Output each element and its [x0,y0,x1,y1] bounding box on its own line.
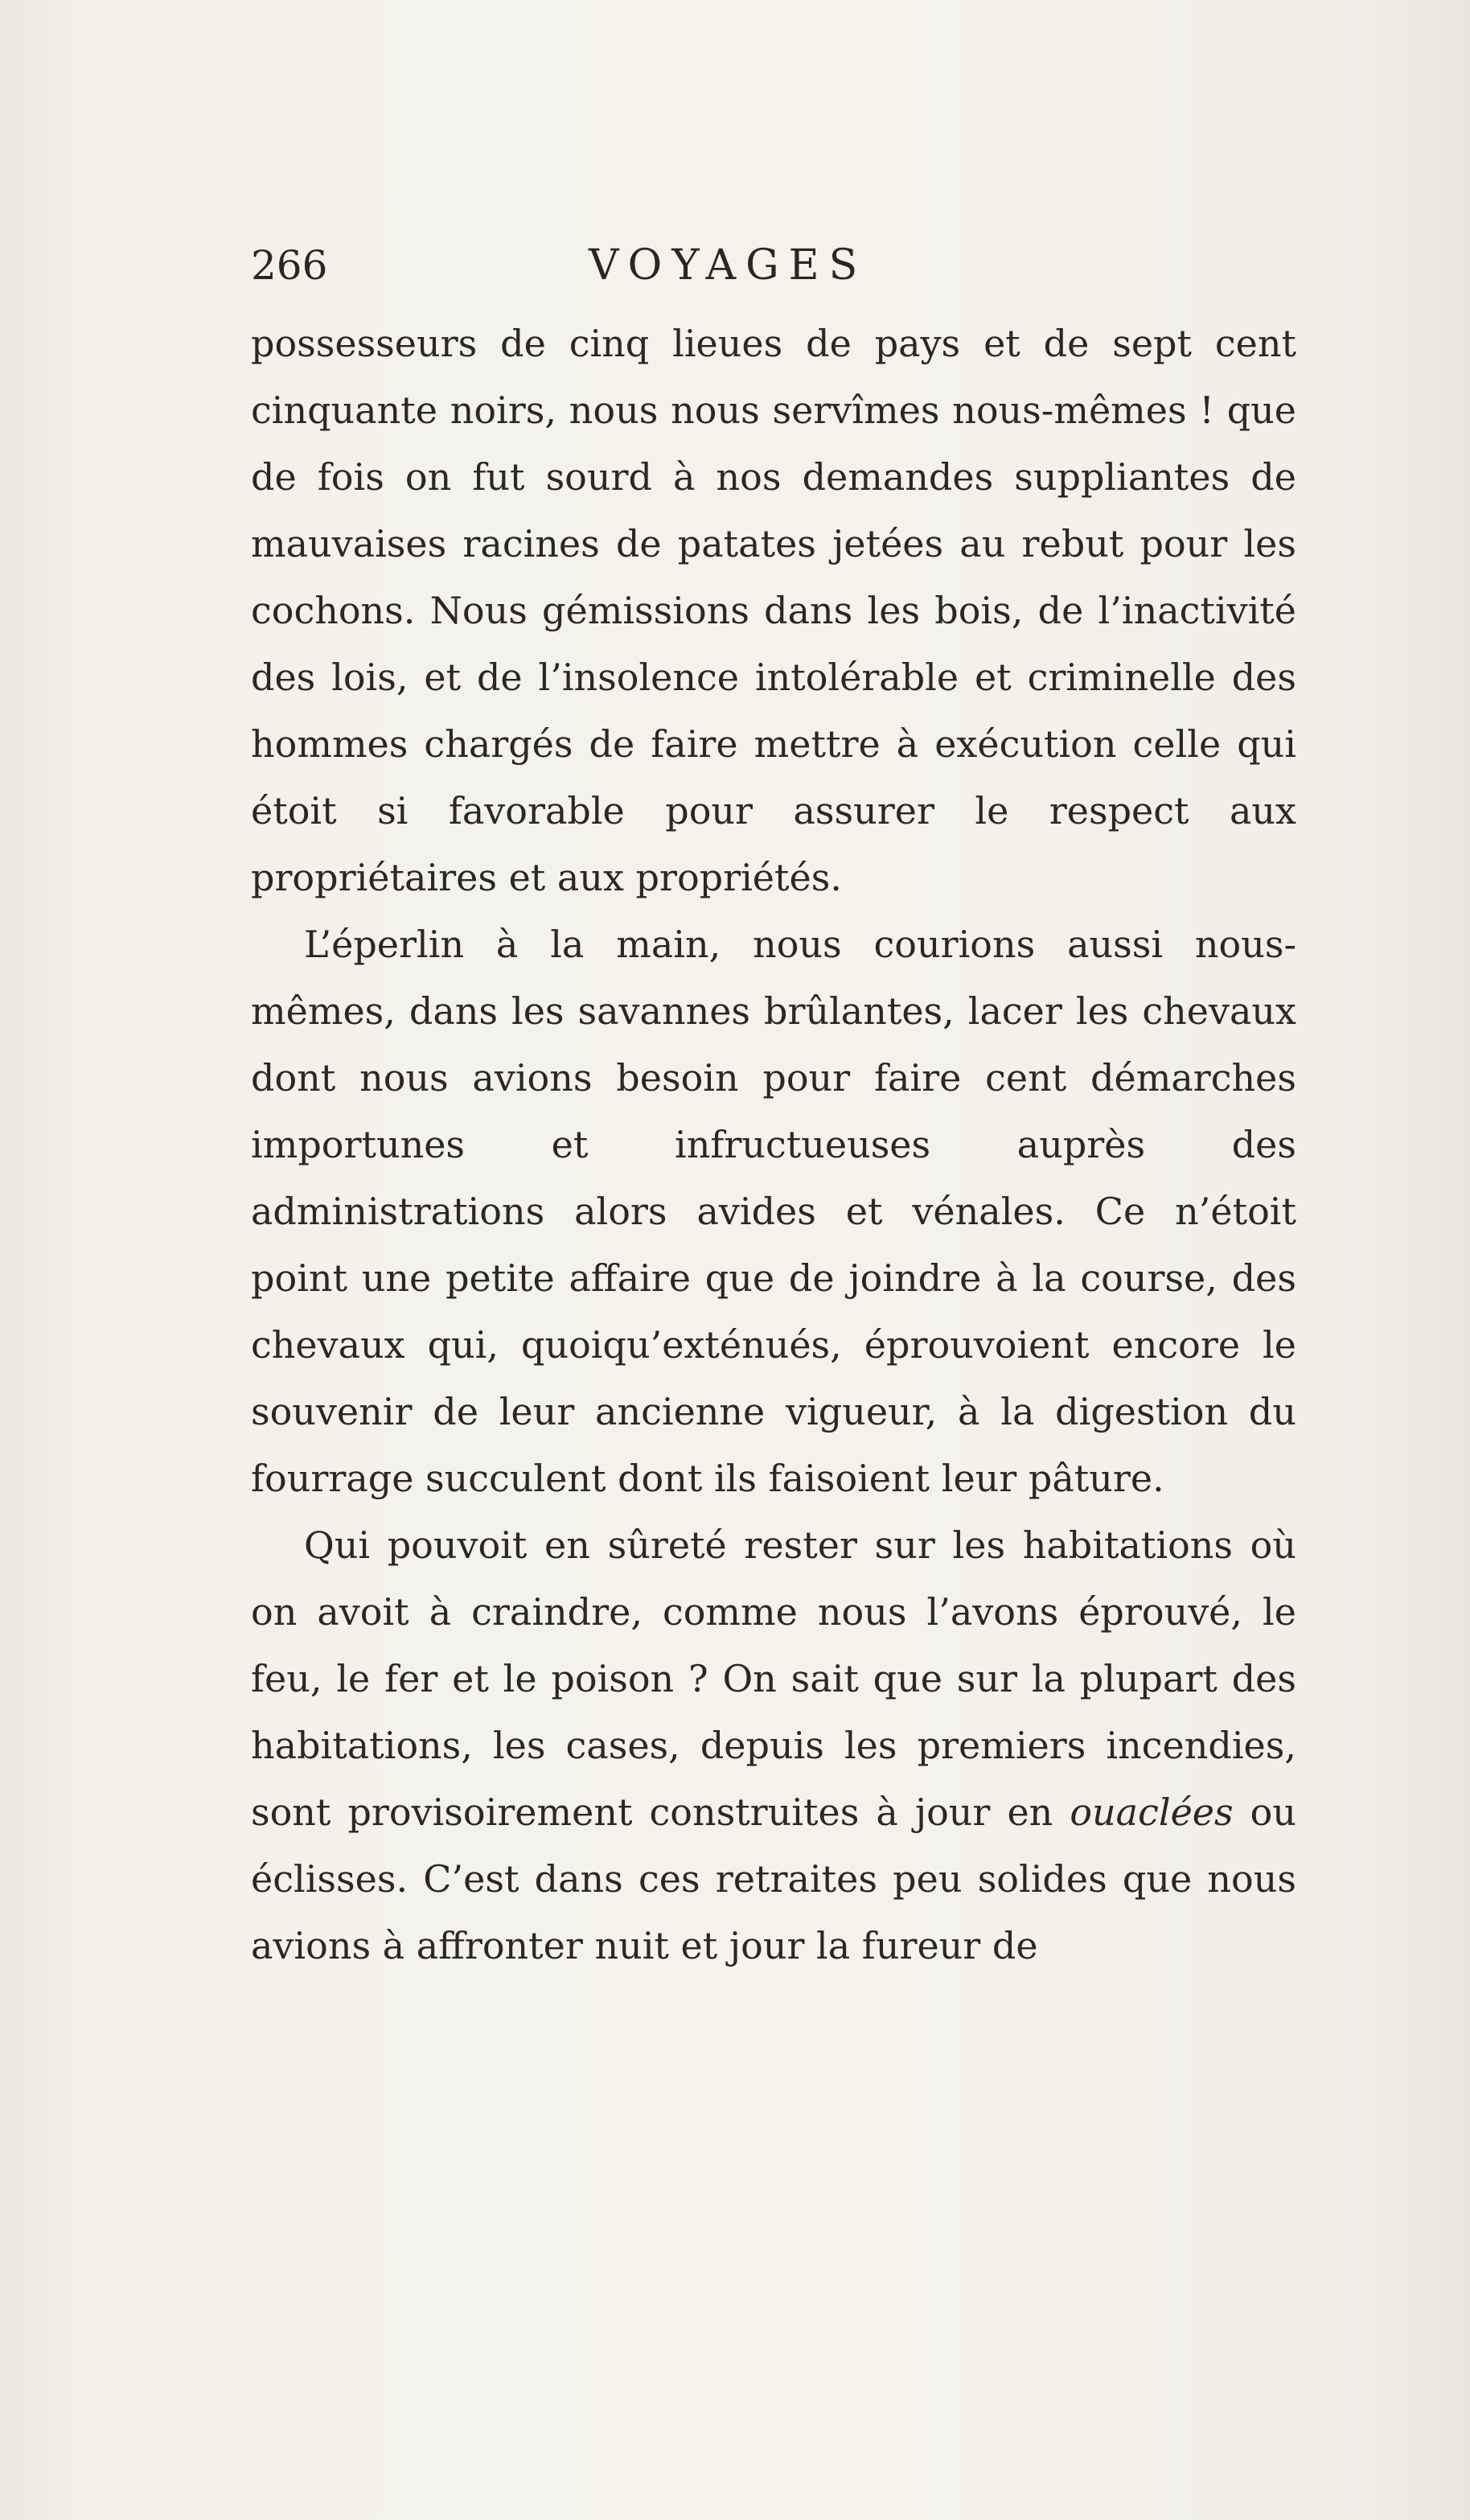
paragraph-3 [251,1512,1296,1979]
paragraph-3-text-before: Qui pouvoit en sûreté rester sur les habitations où on avoit à craindre, comme nous l’avons éprouvé, le feu, le fer et le poison ? On sait que sur la plupart des habitations, les cases, depuis les premiers incendies, sont provisoirement construites à jour en [251,1523,1296,1834]
body-text [251,310,1296,1979]
paragraph-2: L’éperlin à la main, nous courions aussi nous-mêmes, dans les savannes brûlantes, lacer les chevaux dont nous avions besoin pour faire cent démarches importunes et infructueuses auprès des administrations alors avides et vénales. Ce n’étoit point une petite affaire que de joindre à la course, des chevaux qui, quoiqu’exténués, éprouvoient encore le souvenir de leur ancienne vigueur, à la digestion du fourrage succulent dont ils faisoient leur pâture. [251,923,1296,1500]
running-head: VOYAGES [589,241,868,290]
paragraph-3-italic-word: ouaclées [1070,1790,1234,1834]
page-header [251,233,1296,298]
paragraph-3-text-after: ou éclisses. C’est dans ces retraites peu solides que nous avions à affronter nuit et jour la fureur de [251,1790,1296,1967]
paragraph-1: possesseurs de cinq lieues de pays et de sept cent cinquante noirs, nous nous servîmes nous-mêmes ! que de fois on fut sourd à nos demandes suppliantes de mauvaises racines de patates jetées au rebut pour les cochons. Nous gémissions dans les bois, de l’inactivité des lois, et de l’insolence intolérable et criminelle des hommes chargés de faire mettre à exécution celle qui étoit si favorable pour assurer le respect aux propriétaires et aux propriétés. [251,322,1296,899]
page-number: 266 [251,242,328,289]
